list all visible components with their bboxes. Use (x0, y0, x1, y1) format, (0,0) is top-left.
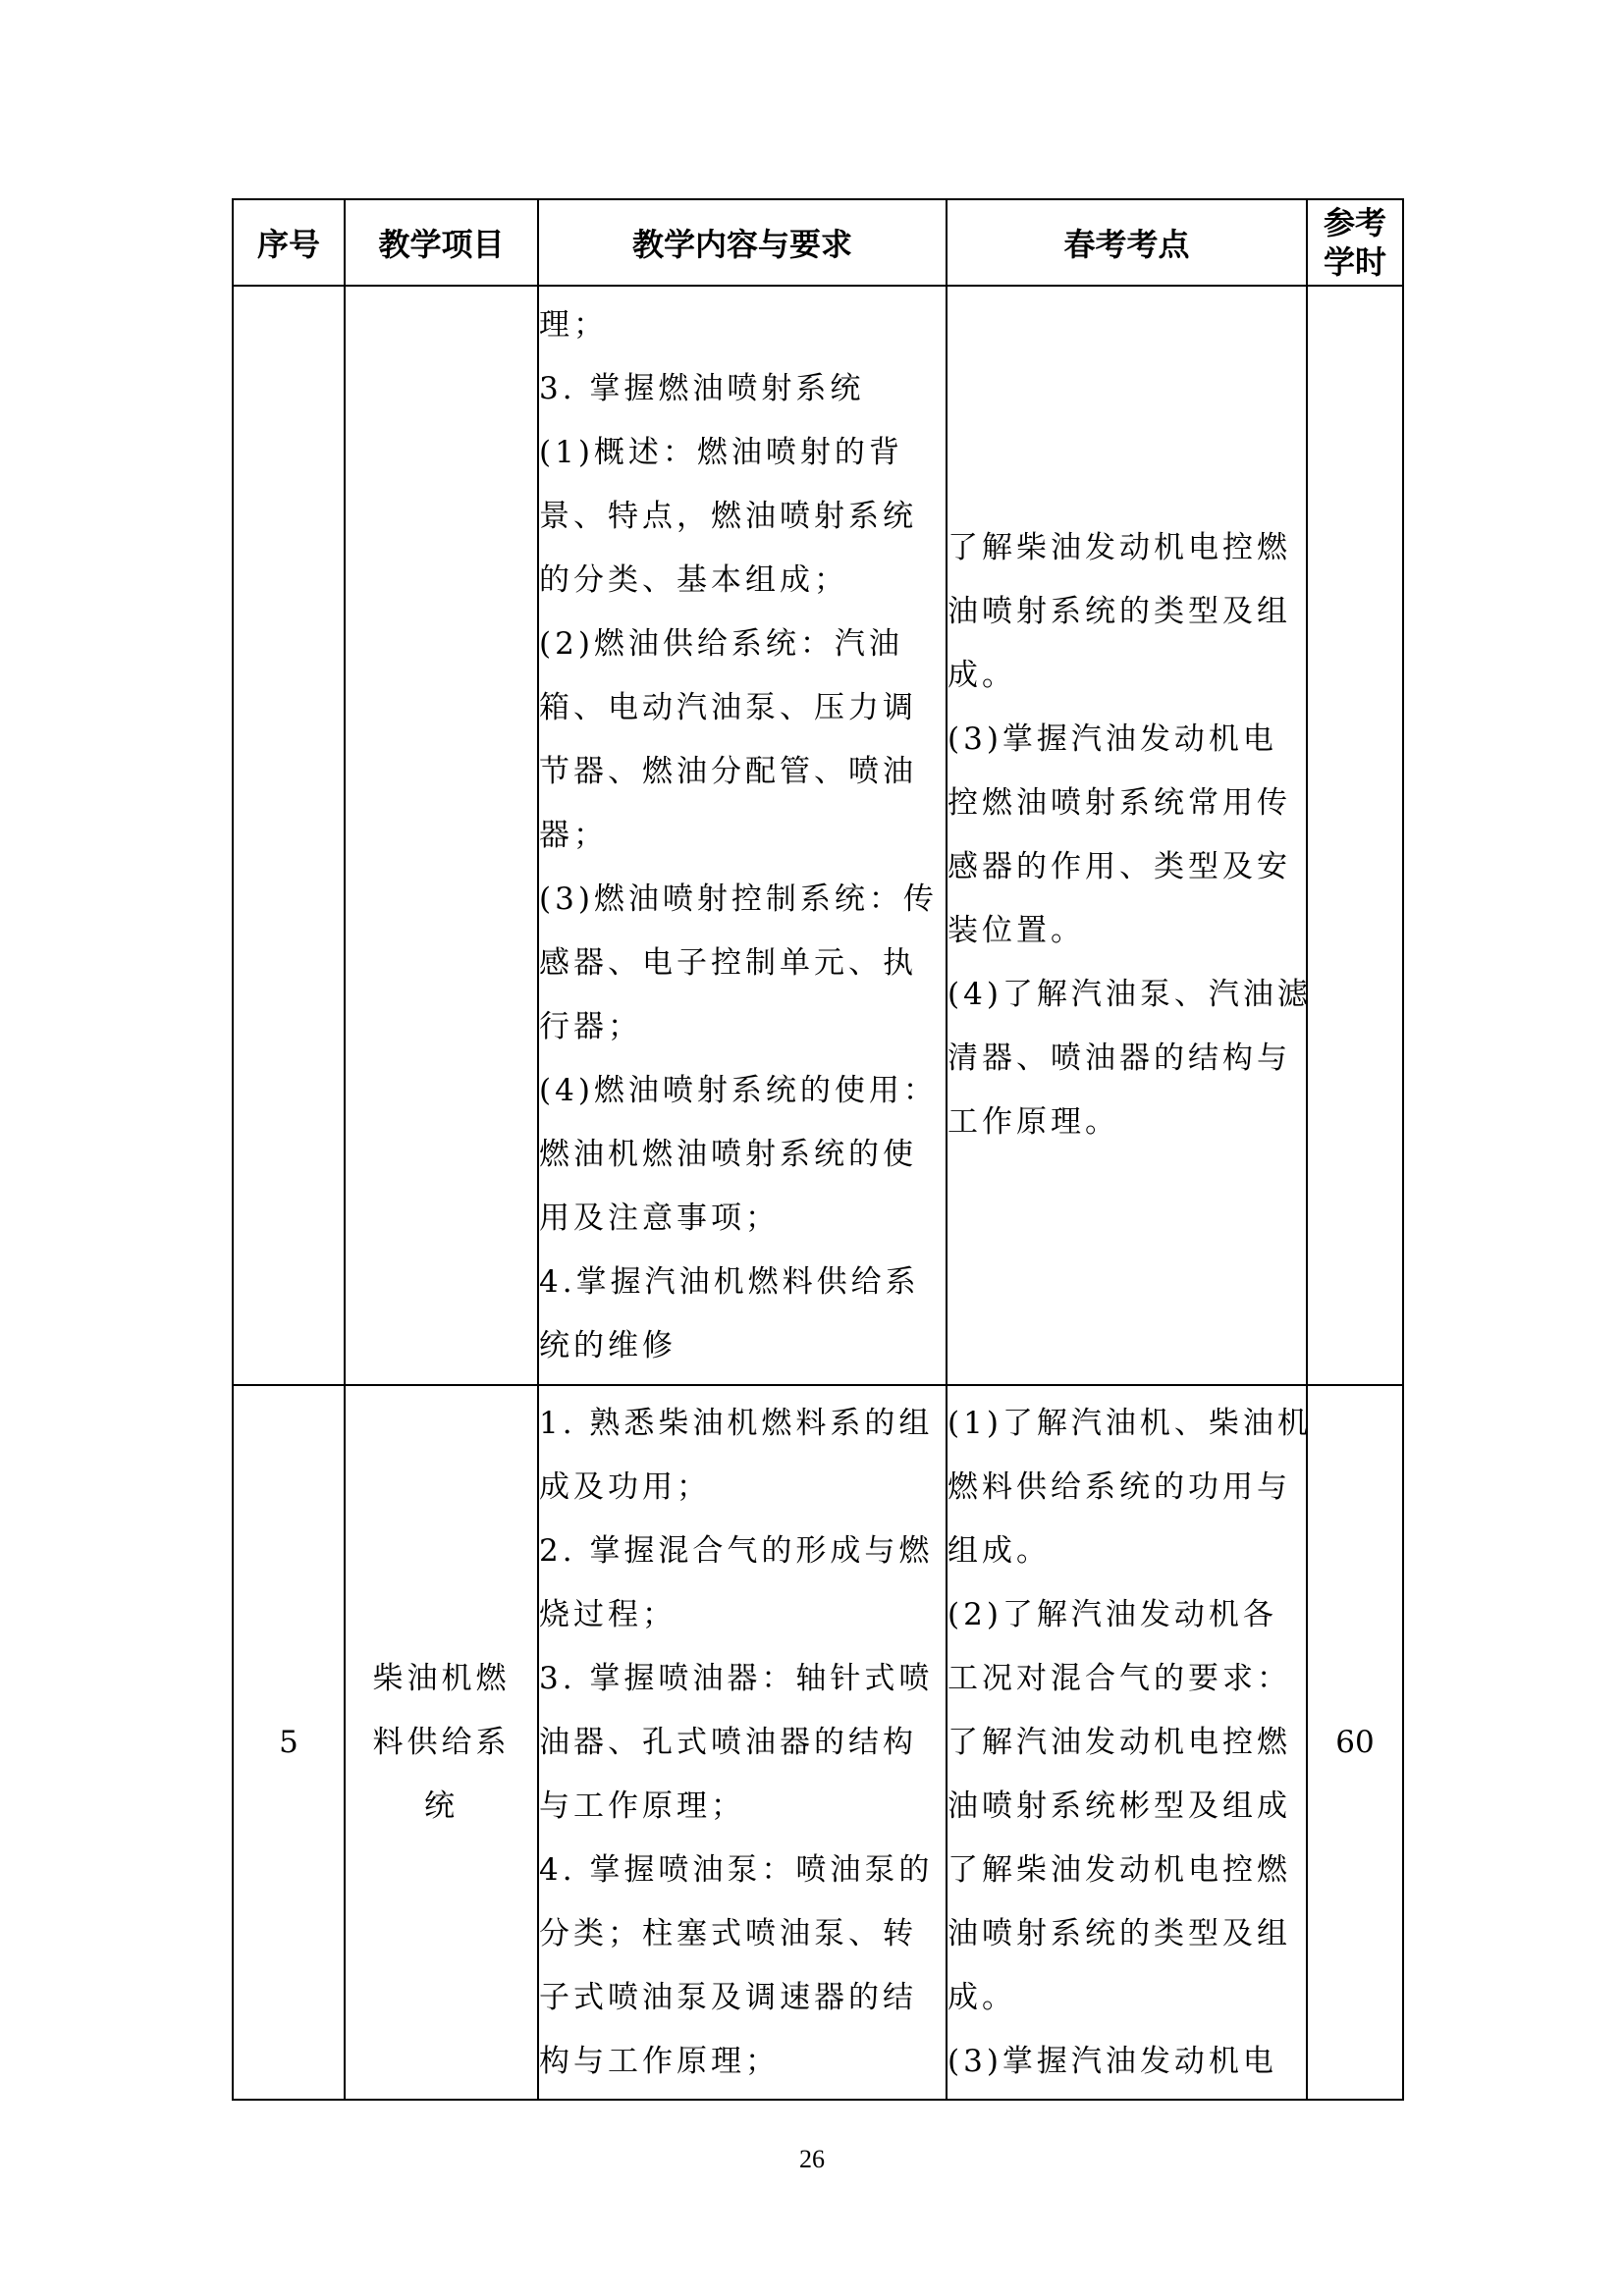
content-line: 统的维修 (539, 1327, 677, 1363)
content-line: 景、特点，燃油喷射系统 (539, 498, 917, 534)
exam-line: (2)了解汽油发动机各 (947, 1596, 1277, 1632)
exam-line: (3)掌握汽油发动机电 (947, 721, 1277, 757)
exam-line: 工况对混合气的要求： (947, 1660, 1291, 1696)
exam-line: 油喷射系统彬型及组成 (947, 1788, 1291, 1824)
exam-line: 成。 (947, 658, 1016, 693)
curriculum-table (232, 198, 1404, 2101)
project-line: 柴油机燃 (372, 1660, 511, 1696)
content-line: 行器； (539, 1008, 642, 1044)
exam-line: 工作原理。 (947, 1104, 1119, 1140)
row2-project-cell (345, 1385, 538, 2100)
content-line: 3. 掌握喷油器：轴针式喷 (539, 1660, 934, 1696)
content-line: 器； (539, 817, 608, 853)
exam-line: 装位置。 (947, 913, 1085, 948)
content-line: 1. 熟悉柴油机燃料系的组 (539, 1405, 934, 1441)
row1-hours-cell (1307, 286, 1403, 1385)
exam-line: 组成。 (947, 1532, 1051, 1569)
content-line: (1)概述：燃油喷射的背 (539, 434, 903, 470)
row2-content-cell (538, 1385, 947, 2100)
exam-line: 了解柴油发动机电控燃 (947, 1851, 1291, 1888)
content-line: 油器、孔式喷油器的结构 (539, 1724, 917, 1760)
row2-seq-cell: 5 (233, 1385, 345, 2100)
header-content: 教学内容与要求 (538, 199, 947, 286)
header-seq: 序号 (233, 199, 345, 286)
exam-line: (4)了解汽油泵、汽油滤 (947, 977, 1312, 1012)
project-line: 统 (424, 1788, 459, 1824)
content-line: 的分类、基本组成； (539, 561, 848, 598)
row1-content-cell (538, 286, 947, 1385)
header-hours-line1: 参考 (1323, 204, 1386, 241)
row1-exam-cell (947, 286, 1312, 1385)
exam-line: 感器的作用、类型及安 (947, 849, 1291, 884)
exam-line: 了解汽油发动机电控燃 (947, 1724, 1291, 1760)
exam-line: (1)了解汽油机、柴油机 (947, 1405, 1312, 1441)
content-line: 4. 掌握喷油泵：喷油泵的 (539, 1851, 934, 1888)
header-project: 教学项目 (345, 199, 538, 286)
content-line: 子式喷油泵及调速器的结 (539, 1979, 917, 2015)
content-line: 燃油机燃油喷射系统的使 (539, 1136, 917, 1172)
content-line: 4.掌握汽油机燃料供给系 (539, 1263, 920, 1300)
content-line: 用及注意事项； (539, 1200, 780, 1236)
table-row (233, 1385, 1403, 2100)
content-line: (2)燃油供给系统：汽油 (539, 625, 903, 662)
project-line: 料供给系 (372, 1724, 511, 1760)
content-line: 节器、燃油分配管、喷油 (539, 753, 917, 789)
row1-seq-cell (233, 286, 345, 1385)
row2-exam-cell (947, 1385, 1312, 2100)
content-line: 成及功用； (539, 1468, 711, 1505)
content-line: 2. 掌握混合气的形成与燃 (539, 1532, 934, 1569)
content-line: 箱、电动汽油泵、压力调 (539, 689, 917, 725)
exam-line: 油喷射系统的类型及组 (947, 594, 1291, 629)
content-line: (3)燃油喷射控制系统：传 (539, 881, 938, 917)
content-line: 烧过程； (539, 1596, 677, 1632)
header-hours (1307, 199, 1403, 286)
header-exam-points: 春考考点 (947, 199, 1307, 286)
header-row (233, 199, 1403, 286)
row1-project-cell (345, 286, 538, 1385)
exam-line: 清器、喷油器的结构与 (947, 1041, 1291, 1076)
exam-line: 燃料供给系统的功用与 (947, 1468, 1291, 1505)
exam-line: 成。 (947, 1979, 1016, 2015)
exam-line: 油喷射系统的类型及组 (947, 1915, 1291, 1951)
content-line: 感器、电子控制单元、执 (539, 944, 917, 981)
content-line: 与工作原理； (539, 1788, 745, 1824)
exam-line: 了解柴油发动机电控燃 (947, 530, 1291, 565)
content-line: 3. 掌握燃油喷射系统 (539, 370, 865, 406)
page-number: 26 (799, 2145, 825, 2173)
exam-line: (3)掌握汽油发动机电 (947, 2043, 1277, 2079)
content-line: (4)燃油喷射系统的使用： (539, 1072, 938, 1108)
content-line: 构与工作原理； (539, 2043, 780, 2079)
content-line: 分类；柱塞式喷油泵、转 (539, 1915, 917, 1951)
row2-hours-cell: 60 (1307, 1385, 1403, 2100)
content-line: 理； (539, 306, 608, 343)
exam-line: 控燃油喷射系统常用传 (947, 785, 1291, 821)
header-hours-line2: 学时 (1323, 243, 1386, 281)
table-row (233, 286, 1403, 1385)
